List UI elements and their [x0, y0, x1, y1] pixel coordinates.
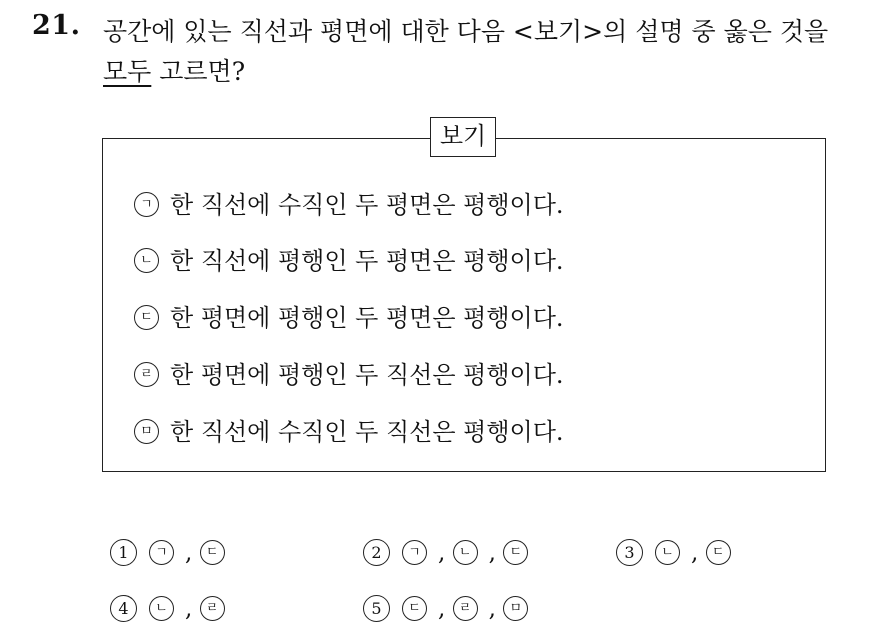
question-text: 공간에 있는 직선과 평면에 대한 다음 <보기>의 설명 중 옳은 것을	[103, 17, 829, 46]
statement-text: 한 평면에 평행인 두 직선은 평행이다.	[170, 361, 564, 389]
choice-number: 1	[110, 539, 137, 566]
statement-text: 한 직선에 평행인 두 평면은 평행이다.	[170, 247, 564, 275]
choice-item: ㄹ	[453, 596, 478, 621]
statement-text: 한 직선에 수직인 두 평면은 평행이다.	[170, 191, 564, 219]
choice-2[interactable]: 2 ㄱ , ㄴ , ㄷ	[363, 536, 539, 570]
choice-item: ㄱ	[149, 540, 174, 565]
statement-4	[134, 355, 564, 395]
choice-number: 5	[363, 595, 390, 622]
choice-item: ㄷ	[503, 540, 528, 565]
choice-item: ㄷ	[200, 540, 225, 565]
question-text-rest: 고르면?	[151, 57, 246, 86]
statement-5	[134, 412, 564, 452]
statement-3	[134, 298, 564, 338]
choice-item: ㄴ	[453, 540, 478, 565]
bogi-title: 보기	[430, 117, 496, 157]
choice-number: 4	[110, 595, 137, 622]
choice-item: ㅁ	[503, 596, 528, 621]
choice-3[interactable]: 3 ㄴ , ㄷ	[616, 536, 742, 570]
statement-mark: ㄹ	[134, 362, 159, 387]
choice-number: 2	[363, 539, 390, 566]
choice-4[interactable]: 4 ㄴ , ㄹ	[110, 592, 236, 626]
choice-item: ㄷ	[706, 540, 731, 565]
statement-mark: ㄴ	[134, 248, 159, 273]
statement-mark: ㄱ	[134, 192, 159, 217]
choice-item: ㄴ	[655, 540, 680, 565]
choice-item: ㄴ	[149, 596, 174, 621]
statement-text: 한 직선에 수직인 두 직선은 평행이다.	[170, 418, 564, 446]
choice-item: ㄹ	[200, 596, 225, 621]
choice-item: ㄱ	[402, 540, 427, 565]
question-number: 21.	[32, 10, 81, 41]
statement-1	[134, 185, 564, 225]
choice-5[interactable]: 5 ㄷ , ㄹ , ㅁ	[363, 592, 539, 626]
question-text-line2	[103, 52, 245, 88]
statement-mark: ㄷ	[134, 305, 159, 330]
choice-1[interactable]: 1 ㄱ , ㄷ	[110, 536, 236, 570]
statement-text: 한 평면에 평행인 두 평면은 평행이다.	[170, 304, 564, 332]
statement-2	[134, 241, 564, 281]
statement-mark: ㅁ	[134, 419, 159, 444]
choice-number: 3	[616, 539, 643, 566]
choice-item: ㄷ	[402, 596, 427, 621]
emphasis-all: 모두	[103, 57, 152, 86]
